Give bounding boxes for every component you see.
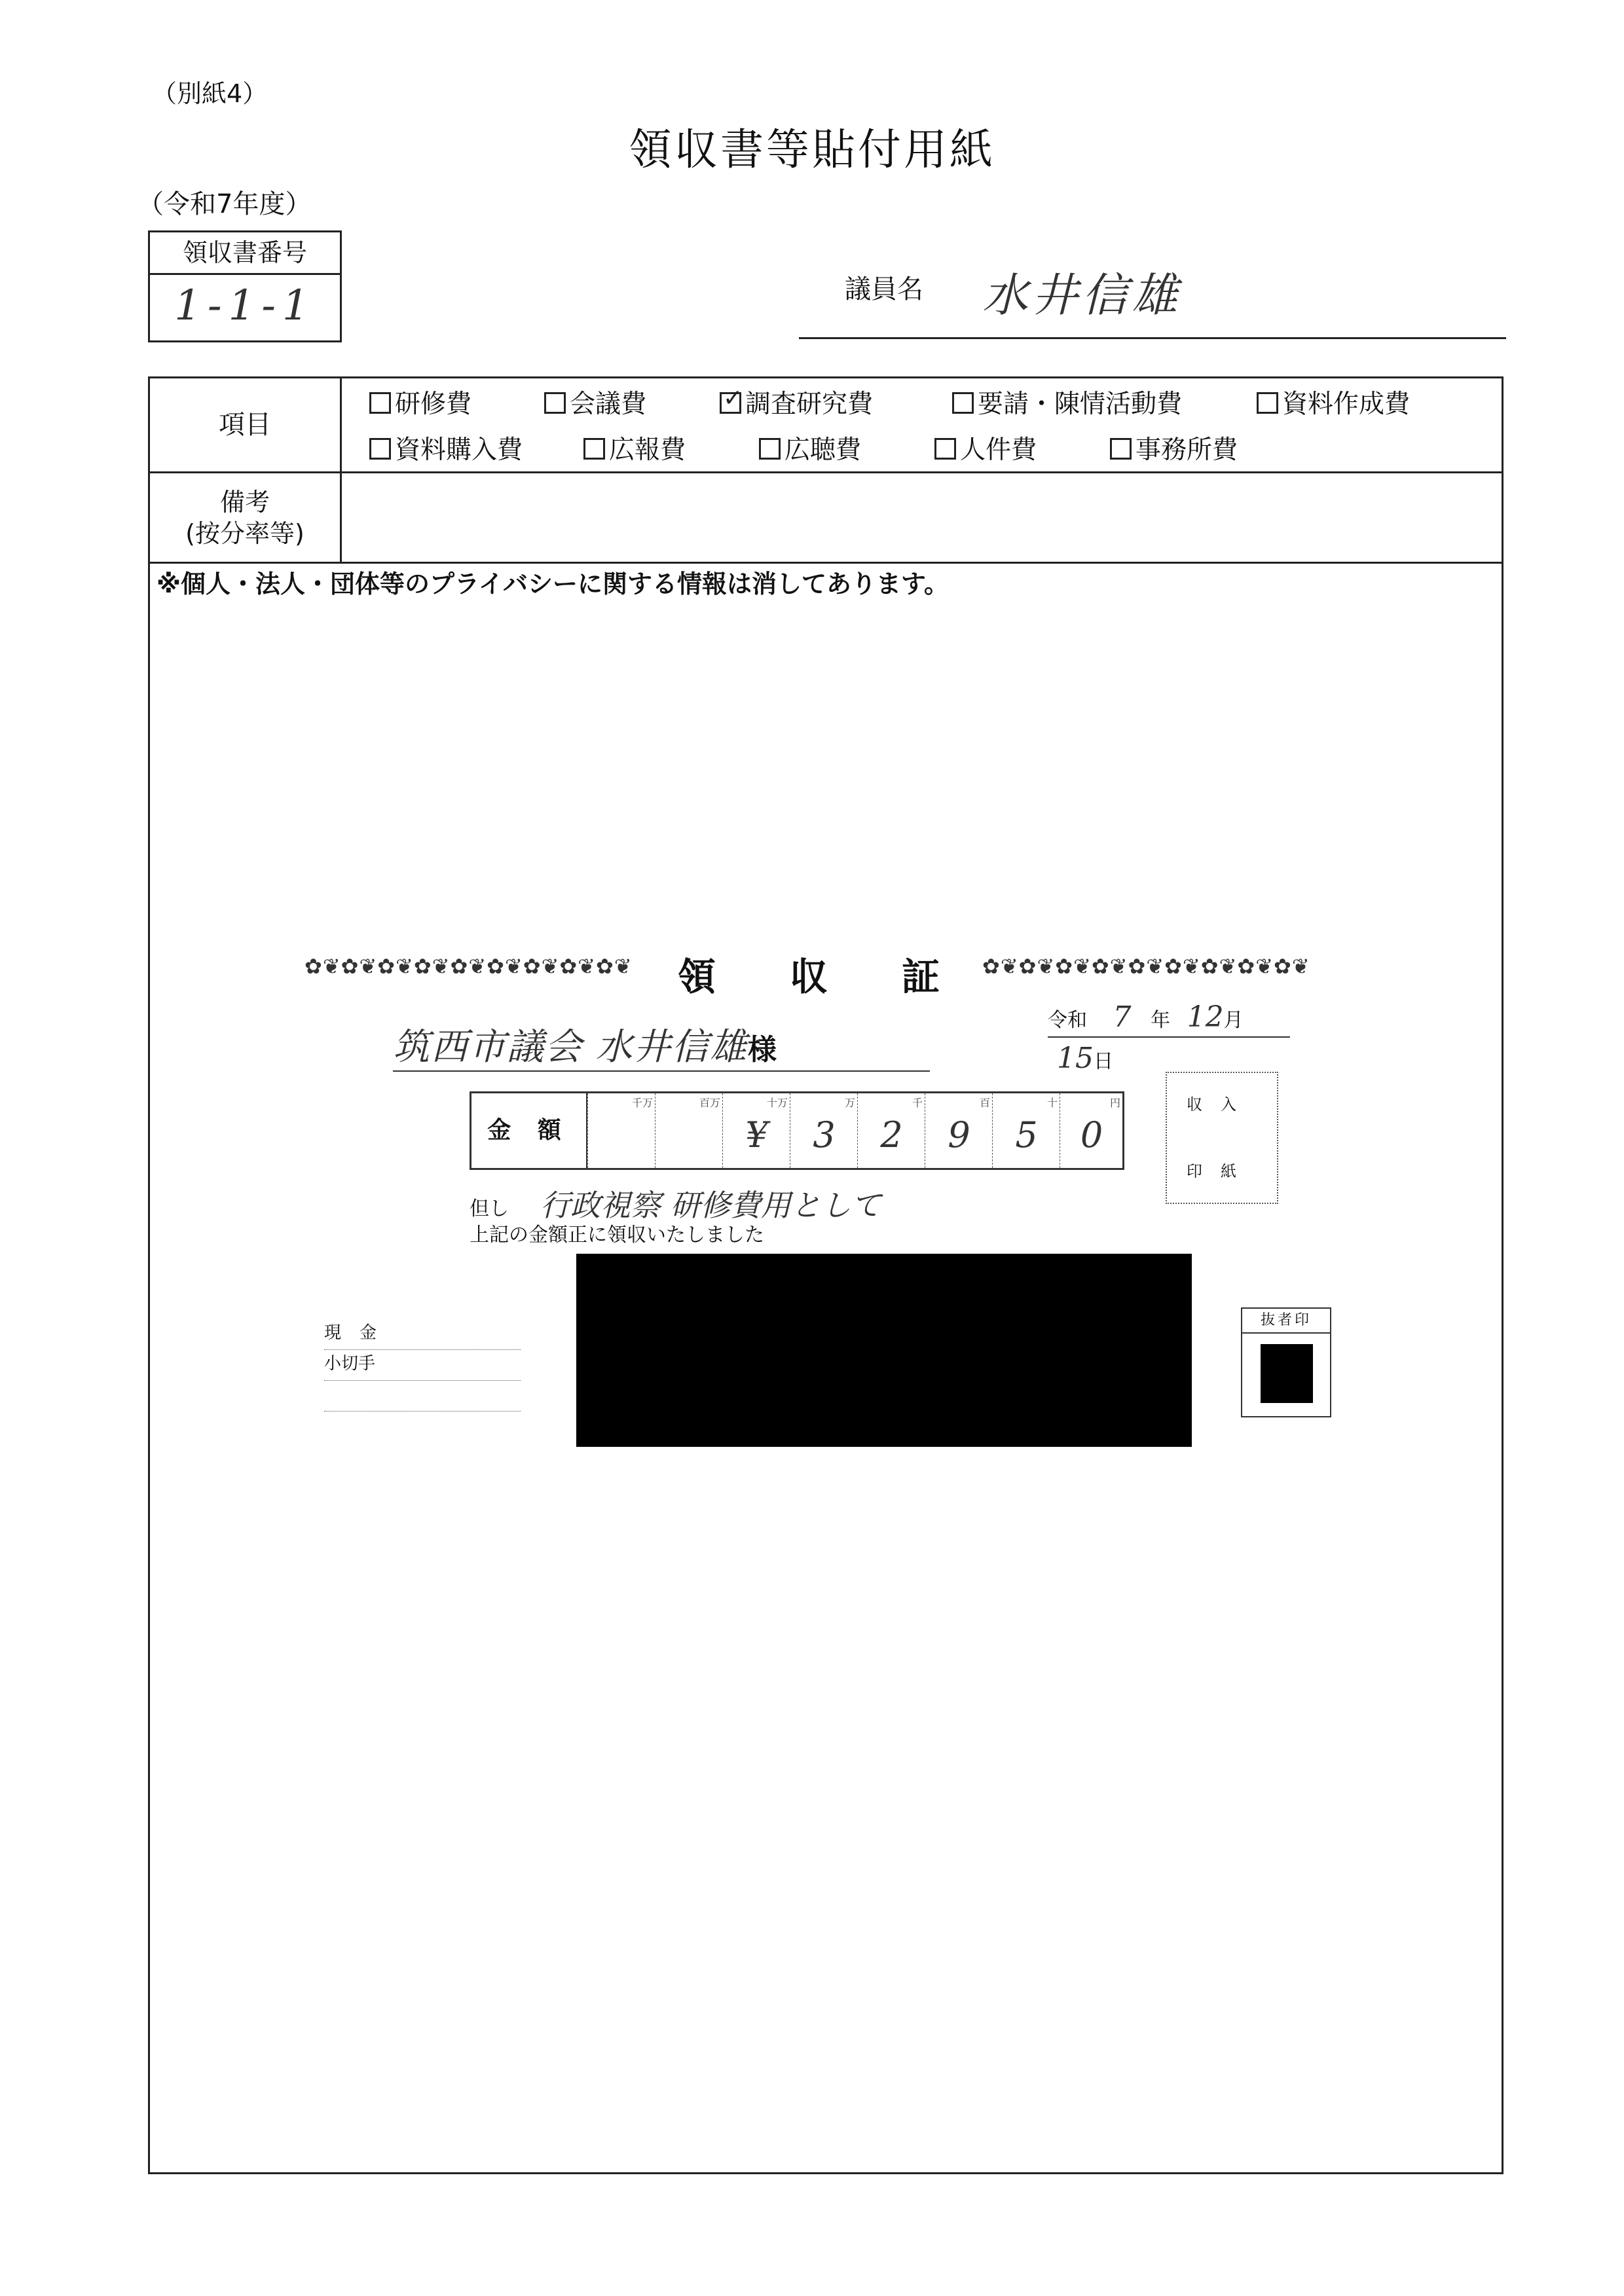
receipt-number-box xyxy=(148,230,342,342)
category-shiryo-konyu[interactable]: 資料購入費 xyxy=(369,429,523,466)
category-kaigi[interactable]: 会議費 xyxy=(544,384,646,420)
receipt-date: 令和 7 年 12月 15日 xyxy=(1048,998,1290,1038)
digit-cell: 百 9 xyxy=(925,1093,993,1168)
digit-cell: 円 0 xyxy=(1060,1093,1123,1168)
payee-suffix: 様 xyxy=(747,1033,777,1066)
checkbox-checked-icon xyxy=(720,392,741,414)
digit-cell: 万 3 xyxy=(790,1093,858,1168)
digit-cell: 千 2 xyxy=(857,1093,925,1168)
checkbox-icon xyxy=(369,438,391,460)
category-kocho[interactable]: 広聴費 xyxy=(759,429,861,466)
checkbox-icon xyxy=(544,392,566,414)
digit-cell: 千万 xyxy=(587,1093,655,1168)
receipt-number-label: 領収書番号 xyxy=(150,232,340,275)
digit-cell: 十 5 xyxy=(992,1093,1060,1168)
payment-blank-line xyxy=(324,1381,521,1412)
revenue-stamp-box: 収入 印紙 xyxy=(1166,1072,1278,1204)
redaction-block xyxy=(576,1254,1192,1447)
receipt-confirmation: 上記の金額正に領収いたしました xyxy=(470,1224,764,1247)
category-shiryo-sakusei[interactable]: 資料作成費 xyxy=(1257,384,1410,420)
category-jinken[interactable]: 人件費 xyxy=(934,429,1037,466)
cash-label: 現金 xyxy=(324,1319,521,1350)
checkbox-icon xyxy=(1257,392,1278,414)
category-chosa-kenkyu[interactable]: ✓ 調査研究費 xyxy=(720,384,873,420)
member-name-value: 水井信雄 xyxy=(982,268,1181,322)
checkbox-icon xyxy=(934,438,956,460)
digit-cell: 百万 xyxy=(655,1093,723,1168)
receipt-payee xyxy=(393,1018,930,1072)
checkbox-icon xyxy=(952,392,974,414)
privacy-note: ※個人・法人・団体等のプライバシーに関する情報は消してあります。 xyxy=(157,570,950,598)
checkbox-icon xyxy=(1110,438,1132,460)
receipt-number-value: 1-1-1 xyxy=(174,282,316,330)
pasted-receipt xyxy=(298,920,1388,1463)
member-name-label: 議員名 xyxy=(845,274,923,304)
amount-label: 金 額 xyxy=(471,1093,587,1168)
receipt-purpose: 行政視察 研修費用として xyxy=(540,1188,881,1223)
receipt-title: 領 収 証 xyxy=(678,955,940,999)
category-jimusho[interactable]: 事務所費 xyxy=(1110,429,1238,466)
member-name-underline xyxy=(799,337,1506,339)
row-divider-items xyxy=(150,471,1502,473)
category-kenshu[interactable]: 研修費 xyxy=(369,384,471,420)
tadashi-label: 但し xyxy=(470,1197,509,1220)
category-koho[interactable]: 広報費 xyxy=(583,429,686,466)
seal-redaction xyxy=(1261,1344,1313,1403)
category-yosei-chinjo[interactable]: 要請・陳情活動費 xyxy=(952,384,1182,420)
ornament-right: ✿❦✿❦✿❦✿❦✿❦✿❦✿❦✿❦✿❦ xyxy=(982,954,1310,979)
checkbox-icon xyxy=(583,438,605,460)
abstract-seal-label: 抜者印 xyxy=(1242,1309,1330,1334)
digit-cell: 十万 ¥ xyxy=(722,1093,790,1168)
attachment-label: （別紙4） xyxy=(152,79,268,108)
item-label: 項目 xyxy=(219,410,271,440)
payee-name: 筑西市議会 水井信雄 xyxy=(393,1026,748,1068)
checkbox-icon xyxy=(369,392,391,414)
fiscal-year: （令和7年度） xyxy=(138,189,312,219)
abstract-seal-box xyxy=(1241,1307,1331,1417)
checkbox-icon xyxy=(759,438,781,460)
ornament-left: ✿❦✿❦✿❦✿❦✿❦✿❦✿❦✿❦✿❦ xyxy=(304,954,633,979)
remarks-label: 備考 (按分率等) xyxy=(185,488,304,548)
check-label: 小切手 xyxy=(324,1350,521,1381)
amount-box xyxy=(470,1091,1124,1170)
page-title: 領収書等貼付用紙 xyxy=(629,124,995,175)
payment-method xyxy=(324,1319,521,1412)
